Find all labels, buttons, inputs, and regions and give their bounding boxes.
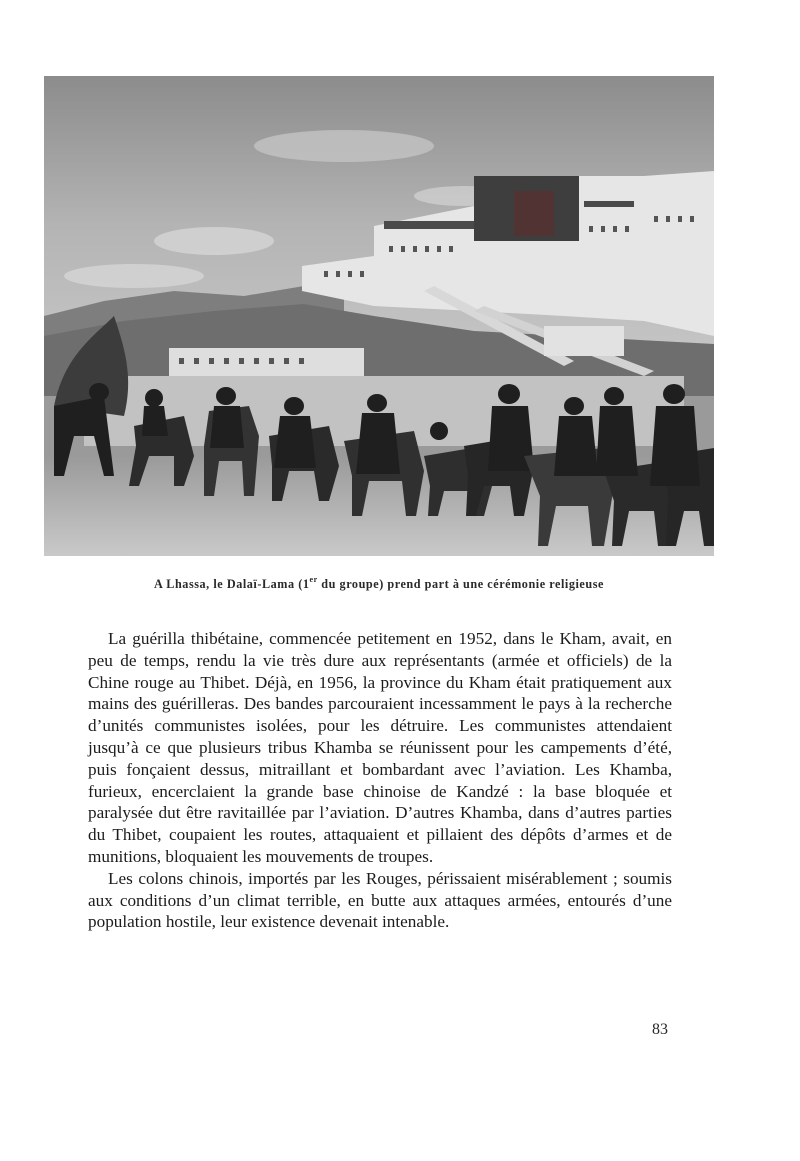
caption-text-start: A Lhassa, le Dalaï-Lama (1 (154, 577, 310, 592)
paragraph: Les colons chinois, importés par les Rouges, périssaient misérablement ; soumis aux conditions d’un climat terrible, en butte aux attaques armées, entourés d’une population hostile, leur existence devenait intenable. (88, 868, 672, 932)
body-text (88, 628, 672, 933)
photo-caption (44, 576, 714, 592)
photo-illustration (44, 76, 714, 556)
page-number: 83 (652, 1021, 668, 1038)
photograph-potala-procession (44, 76, 714, 556)
caption-superscript: er (309, 575, 318, 584)
caption-text-end: du groupe) prend part à une cérémonie religieuse (317, 577, 604, 592)
paragraph: La guérilla thibétaine, commencée petitement en 1952, dans le Kham, avait, en peu de temps, rendu la vie très dure aux représentants (armée et officiels) de la Chine rouge au Thibet. Déjà, en 1956, la province du Kham était pratiquement aux mains des guérilleras. Des bandes parcouraient incessamment le pays à la recherche d’unités communistes isolées, pour les détruire. Les communistes attendaient jusqu’à ce que plusieurs tribus Khamba se réunissent pour les campements d’été, puis fonçaient dessus, mitraillant et bombardant avec l’aviation. Les Khamba, furieux, encerclaient la grande base chinoise de Kandzé : la base bloquée et paralysée dut être ravitaillée par l’aviation. D’autres Khamba, dans d’autres parties du Thibet, coupaient les routes, attaquaient et pillaient des dépôts d’armes et de munitions, bloquaient les mouvements de troupes. (88, 629, 672, 866)
